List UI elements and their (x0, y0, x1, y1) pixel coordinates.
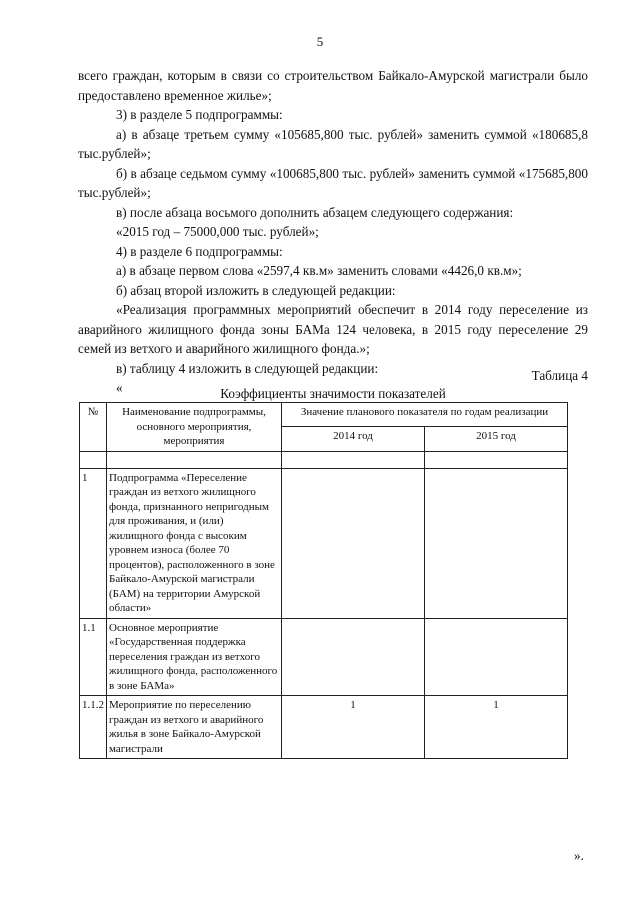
row-name: Основное мероприятие «Государственная поддержка переселения граждан из ветхого жилищного фонда, расположенного в зоне БАМа» (107, 618, 282, 696)
paragraph: б) в абзаце седьмом сумму «100685,800 тыс. рублей» заменить суммой «175685,800 тыс.рублей»; (78, 165, 588, 200)
paragraph: а) в абзаце третьем сумму «105685,800 тыс. рублей» заменить суммой «180685,8 тыс.рублей»; (78, 126, 588, 161)
table-title: Коэффициенты значимости показателей (220, 386, 446, 401)
paragraph: 3) в разделе 5 подпрограммы: (116, 107, 283, 122)
header-group: Значение планового показателя по годам реализации (282, 403, 568, 427)
row-value-2014 (282, 468, 425, 618)
row-name: Мероприятие по переселению граждан из ветхого и аварийного жилья в зоне Байкало-Амурской магистрали (107, 696, 282, 759)
row-value-2015: 1 (424, 696, 567, 759)
row-name: Подпрограмма «Переселение граждан из ветхого жилищного фонда, признанного непригодным для проживания, и (или) жилищного фонда с высоким уровнем износа (более 70 процентов), расположенного в зоне Байкало-Амурской магистрали (БАМ) на территории Амурской области» (107, 468, 282, 618)
paragraph: « (116, 380, 123, 395)
paragraph: «Реализация программных мероприятий обеспечит в 2014 году переселение из аварийного жилищного фонда зоны БАМа 124 человека, в 2015 году переселение 29 семей из ветхого и аварийного жилищного фонда.»; (78, 302, 588, 356)
row-num: 1.1.2 (80, 696, 107, 759)
paragraph: 4) в разделе 6 подпрограммы: (116, 243, 283, 259)
table-label: Таблица 4 (531, 368, 588, 383)
table-row (80, 696, 568, 759)
row-num: 1 (80, 468, 107, 618)
paragraph: б) абзац второй изложить в следующей редакции: (116, 282, 396, 298)
header-year-2014: 2014 год (282, 427, 425, 451)
header-name: Наименование подпрограммы, основного мероприятия, мероприятия (107, 403, 282, 452)
paragraph: в) после абзаца восьмого дополнить абзацем следующего содержания: (116, 204, 514, 220)
paragraph: в) таблицу 4 изложить в следующей редакции: (116, 360, 379, 376)
significance-table (79, 402, 568, 759)
amendment-text (78, 66, 588, 398)
row-value-2015 (424, 468, 567, 618)
paragraph: всего граждан, которым в связи со строительством Байкало-Амурской магистрали было предоставлено временное жилье»; (78, 68, 588, 103)
row-value-2014: 1 (282, 696, 425, 759)
closing-quote: ». (574, 848, 584, 863)
row-num: 1.1 (80, 618, 107, 696)
paragraph: «2015 год – 75000,000 тыс. рублей»; (116, 224, 319, 239)
table-row (80, 618, 568, 696)
page-number: 5 (316, 34, 324, 49)
row-value-2015 (424, 618, 567, 696)
header-year-2015: 2015 год (424, 427, 567, 451)
paragraph: а) в абзаце первом слова «2597,4 кв.м» заменить словами «4426,0 кв.м»; (116, 263, 522, 278)
table-row (80, 468, 568, 618)
header-num: № (80, 403, 107, 452)
table-spacer-row (80, 451, 568, 468)
row-value-2014 (282, 618, 425, 696)
